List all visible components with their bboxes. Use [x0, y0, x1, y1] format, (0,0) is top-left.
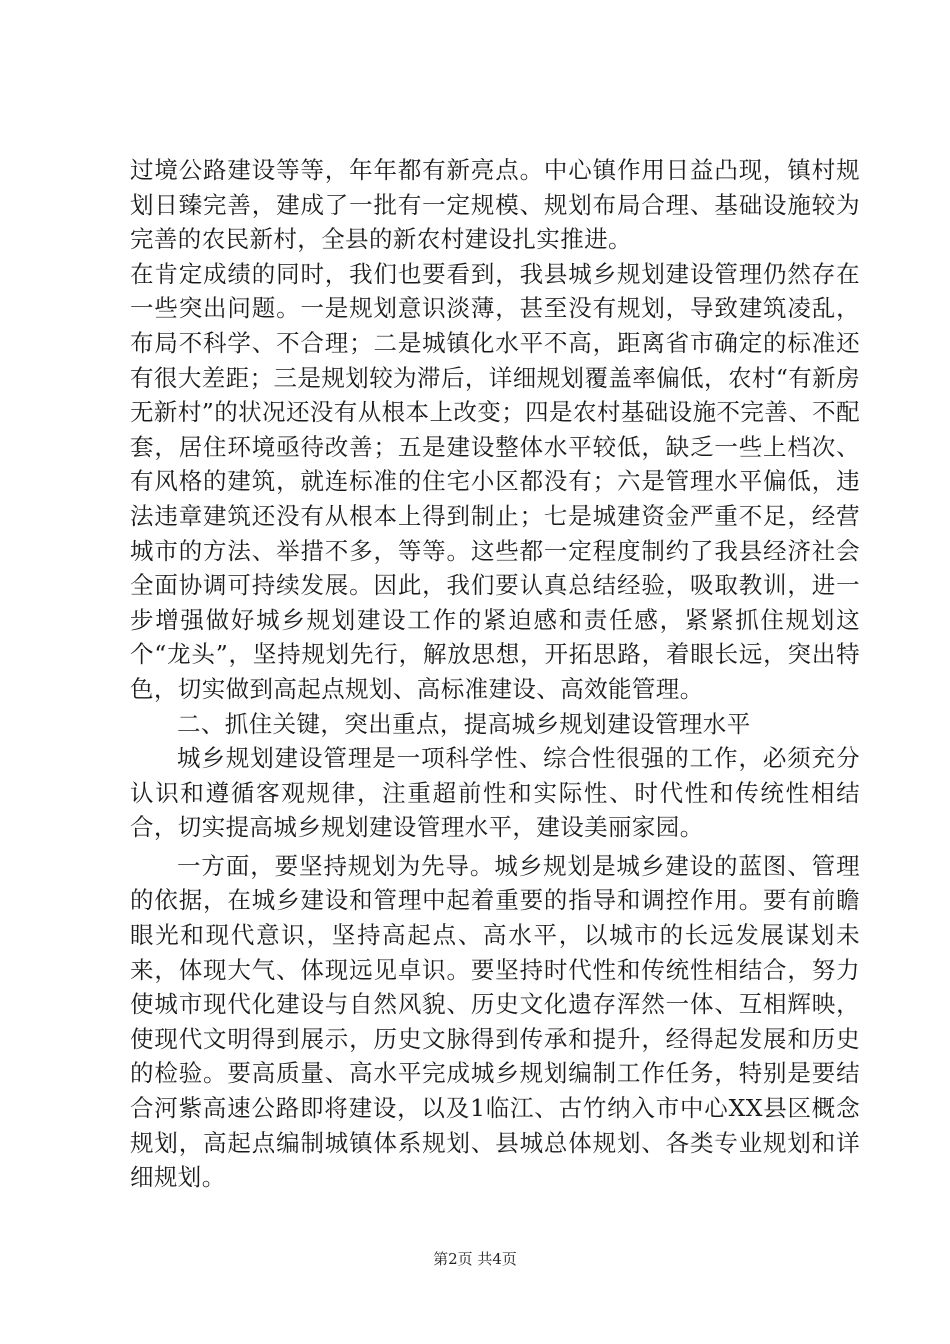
paragraph-1: 过境公路建设等等，年年都有新亮点。中心镇作用日益凸现，镇村规划日臻完善，建成了一批有一定规模、规划布局合理、基础设施较为完善的农民新村，全县的新农村建设扎实推进。 — [130, 156, 860, 254]
page-footer: 第2页 共4页 — [433, 1250, 517, 1268]
paragraph-4: 一方面，要坚持规划为先导。城乡规划是城乡建设的蓝图、管理的依据，在城乡建设和管理中起着重要的指导和调控作用。要有前瞻眼光和现代意识，坚持高起点、高水平，以城市的长远发展谋划未来，体现大气、体现远见卓识。要坚持时代性和传统性相结合，努力使城市现代化建设与自然风貌、历史文化遗存浑然一体、互相辉映，使现代文明得到展示，历史文脉得到传承和提升，经得起发展和历史的检验。要高质量、高水平完成城乡规划编制工作任务，特别是要结合河紫高速公路即将建设，以及1临江、古竹纳入市中心XX县区概念规划，高起点编制城镇体系规划、县城总体规划、各类专业规划和详细规划。 — [130, 851, 860, 1192]
document-body — [130, 153, 860, 1195]
paragraph-2: 在肯定成绩的同时，我们也要看到，我县城乡规划建设管理仍然存在一些突出问题。一是规划意识淡薄，甚至没有规划，导致建筑凌乱，布局不科学、不合理；二是城镇化水平不高，距离省市确定的标准还有很大差距；三是规划较为滞后，详细规划覆盖率偏低，农村“有新房无新村”的状况还没有从根本上改变；四是农村基础设施不完善、不配套，居住环境亟待改善；五是建设整体水平较低，缺乏一些上档次、有风格的建筑，就连标准的住宅小区都没有；六是管理水平偏低，违法违章建筑还没有从根本上得到制止；七是城建资金严重不足，经营城市的方法、举措不多，等等。这些都一定程度制约了我县经济社会全面协调可持续发展。因此，我们要认真总结经验，吸取教训，进一步增强做好城乡规划建设工作的紧迫感和责任感，紧紧抓住规划这个“龙头”，坚持规划先行，解放思想，开拓思路，着眼长远，突出特色，切实做到高起点规划、高标准建设、高效能管理。 — [130, 259, 860, 703]
section-heading: 二、抓住关键，突出重点，提高城乡规划建设管理水平 — [177, 709, 751, 738]
paragraph-3: 城乡规划建设管理是一项科学性、综合性很强的工作，必须充分认识和遵循客观规律，注重超前性和实际性、时代性和传统性相结合，切实提高城乡规划建设管理水平，建设美丽家园。 — [130, 744, 860, 842]
